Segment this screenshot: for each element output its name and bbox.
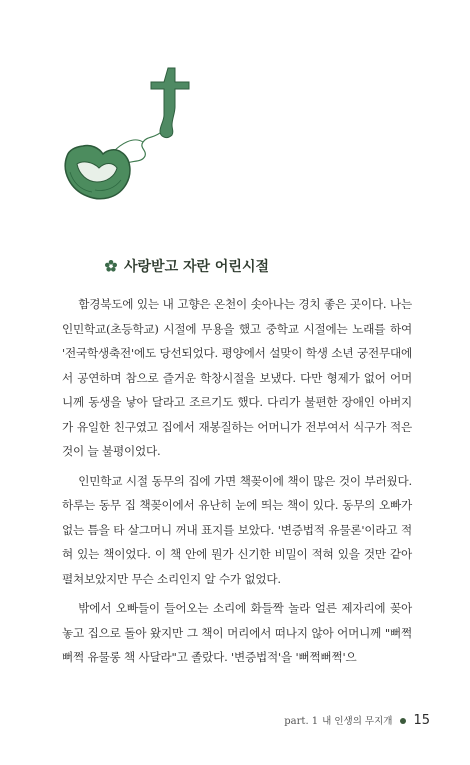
page-footer	[284, 713, 430, 728]
section-title-text: 사랑받고 자란 어린시절	[124, 259, 269, 275]
paragraph: 함경북도에 있는 내 고향은 온천이 솟아나는 경치 좋은 곳이다. 나는 인민학교(초등학교) 시절에 무용을 했고 중학교 시절에는 노래를 하여 '전국학생축전'에도 당선되었다. 평양에서 설맞이 학생 소년 궁전무대에서 공연하며 참으로 즐거운 학창시절을 보냈다. 다만 형제가 없어 어머니께 동생을 낳아 달라고 조르기도 했다. 다리가 불편한 장애인 아버지가 유일한 친구였고 집에서 재봉질하는 어머니가 전부여서 식구가 적은 것이 늘 불평이었다.	[62, 297, 412, 458]
cross-icon	[151, 68, 189, 138]
body-text	[62, 292, 412, 670]
part-label: part. 1	[284, 716, 319, 727]
flower-icon	[104, 259, 118, 273]
illustration	[55, 60, 235, 210]
paragraph: 밖에서 오빠들이 들어오는 소리에 화들짝 놀라 얼른 제자리에 꽂아 놓고 집으로 돌아 왔지만 그 책이 머리에서 떠나지 않아 어머니께 "뻐쩍뻐쩍 유물롱 책 사달라"고 졸랐다. '변증법적'을 '뻐쩍뻐쩍'으	[62, 601, 412, 664]
bullet-icon	[400, 718, 406, 724]
chapter-title: 내 인생의 무지개	[322, 716, 393, 727]
section-title	[104, 256, 269, 276]
page-number: 15	[413, 713, 430, 728]
heart-icon	[65, 145, 130, 198]
paragraph: 인민학교 시절 동무의 집에 가면 책꽂이에 책이 많은 것이 부러웠다. 하루는 동무 집 책꽂이에서 유난히 눈에 띄는 책이 있다. 동무의 오빠가 없는 틈을 타 살그머니 꺼내 표지를 보았다. '변증법적 유물론'이라고 적혀 있는 책이었다. 이 책 안에 뭔가 신기한 비밀이 적혀 있을 것만 같아 펼쳐보았지만 무슨 소리인지 알 수가 없었다.	[62, 473, 412, 586]
